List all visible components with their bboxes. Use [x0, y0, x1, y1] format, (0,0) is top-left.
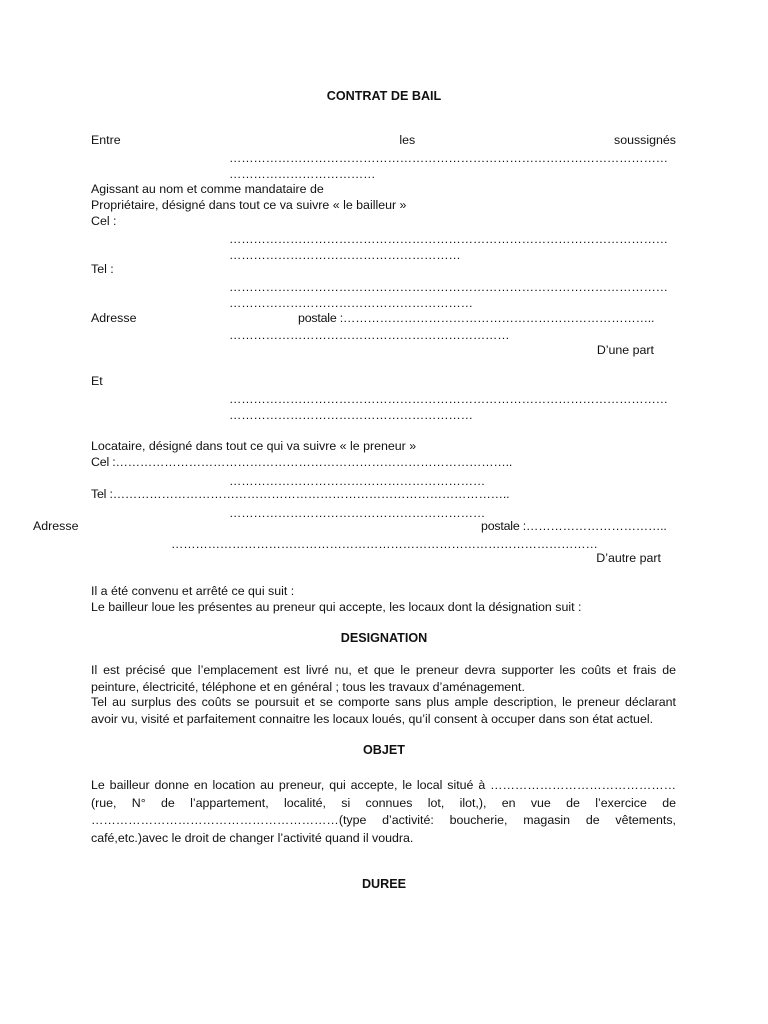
locataire-text: Locataire, désigné dans tout ce qui va suivre « le preneur »: [91, 439, 417, 453]
locataire-cel-dots-2: ………………………………………………………: [229, 474, 486, 488]
agissant-text: Agissant au nom et comme mandataire de: [91, 182, 324, 196]
tel-dots-1: ………………………………………………………………………………………………: [229, 280, 668, 294]
designation-paragraph-2: Tel au surplus des coûts se poursuit et se comporte sans plus ample description, le preneur déclarant avoir vu, visité et parfaitement connaitre les locaux loués, qu’il consent à occuper dans son état actuel.: [91, 695, 676, 726]
cel-label: Cel :: [91, 214, 117, 228]
entre-word: Entre: [91, 133, 121, 147]
designation-heading: DESIGNATION: [340, 631, 428, 645]
duree-heading: DUREE: [361, 877, 407, 891]
entre-line: [91, 132, 676, 148]
cel-dots-1: ………………………………………………………………………………………………: [229, 232, 668, 246]
tel-label: Tel :: [91, 262, 114, 276]
les-word: les: [399, 133, 416, 147]
entre-dots-1: ………………………………………………………………………………………………: [229, 151, 668, 165]
entre-dots-2: ………………………………: [229, 167, 376, 181]
soussignes-word: soussignés: [614, 133, 676, 147]
locataire-adresse-label: Adresse: [33, 519, 79, 533]
adresse-postale: postale :…………………………………………………………………..: [298, 311, 655, 325]
intro-line-1: Il a été convenu et arrêté ce qui suit :: [91, 584, 295, 598]
objet-heading: OBJET: [363, 743, 405, 757]
tel-dots-2: ……………………………………………………: [229, 296, 473, 310]
designation-paragraph-1: Il est précisé que l’emplacement est livré nu, et que le preneur devra supporter les coûts et frais de peinture, électricité, téléphone et en général ; tous les travaux d’aménagement.: [91, 663, 676, 694]
locataire-adresse-dots-2: ……………………………………………………………………………………………: [171, 537, 598, 551]
et-dots-2: ……………………………………………………: [229, 408, 473, 422]
proprietaire-text: Propriétaire, désigné dans tout ce va suivre « le bailleur »: [91, 198, 407, 212]
dune-part-text: D’une part: [596, 343, 654, 357]
dautre-part-text: D’autre part: [596, 551, 661, 565]
adresse-label: Adresse: [91, 311, 137, 325]
adresse-dots-2: ……………………………………………………………: [229, 328, 510, 342]
document-title: CONTRAT DE BAIL: [326, 89, 442, 103]
et-dots-1: ………………………………………………………………………………………………: [229, 392, 668, 406]
cel-dots-2: …………………………………………………: [229, 248, 461, 262]
locataire-tel: Tel :……………………………………………………………………………………..: [91, 487, 510, 501]
locataire-adresse-postale: postale :……………………………..: [481, 519, 667, 533]
objet-paragraph: Le bailleur donne en location au preneur, qui accepte, le local situé à ……………………………………… (rue, N° de l’appartement, localité, si connues lot, ilot,), en vue de l’exercice de ……………………………………………………(type d’activité: boucherie, magasin de vêtements, café,etc.)avec le droit de changer l’activité quand il voudra.: [91, 778, 676, 845]
locataire-cel: Cel :……………………………………………………………………………………..: [91, 455, 513, 469]
intro-line-2: Le bailleur loue les présentes au preneur qui accepte, les locaux dont la désignation suit :: [91, 600, 582, 614]
et-label: Et: [91, 374, 103, 388]
locataire-tel-dots-2: ………………………………………………………: [229, 506, 486, 520]
